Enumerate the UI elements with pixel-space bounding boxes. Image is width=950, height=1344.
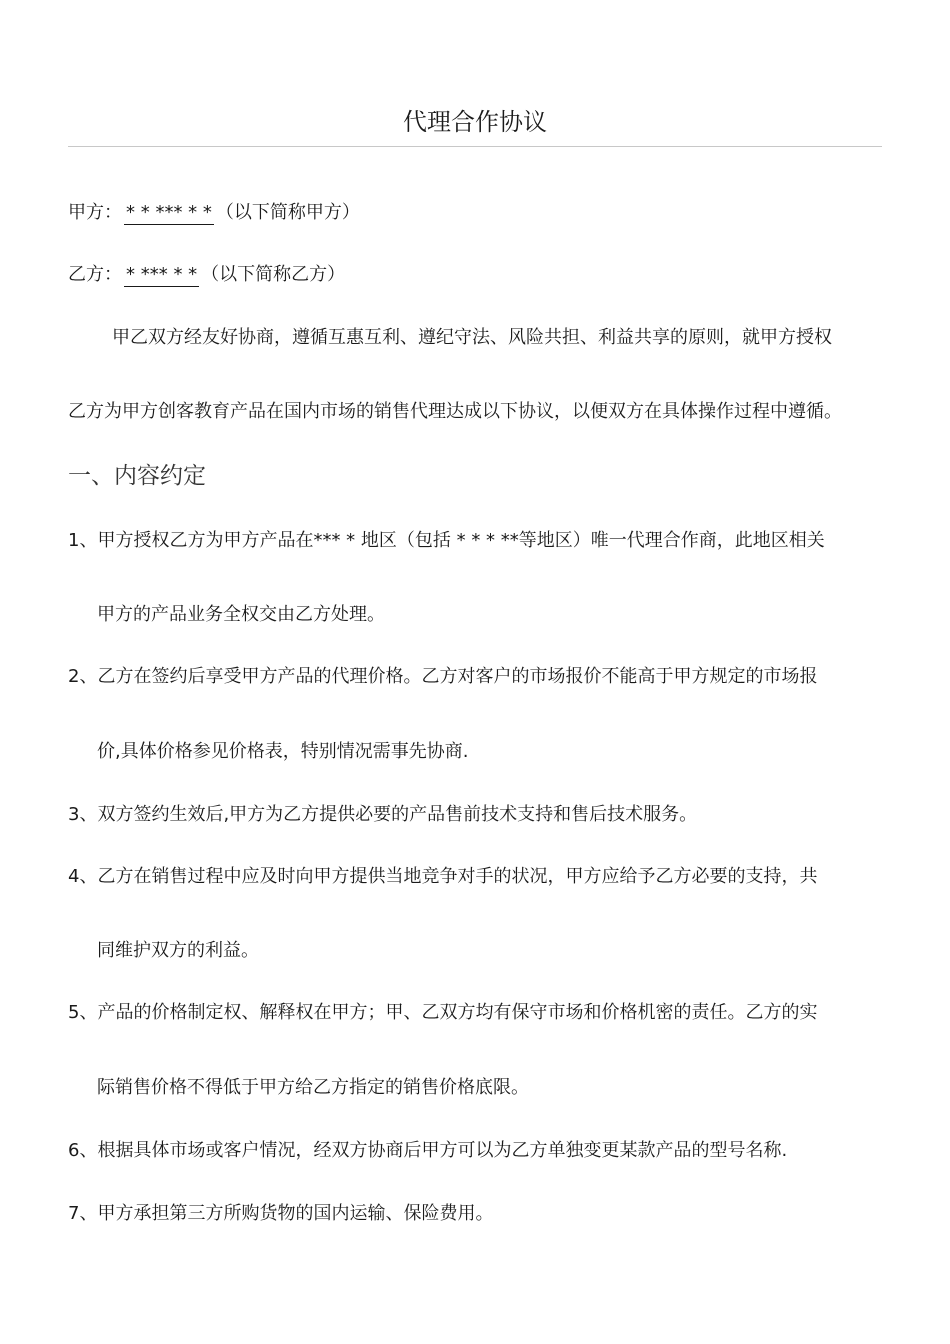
intro-line-2: 乙方为甲方创客教育产品在国内市场的销售代理达成以下协议，以便双方在具体操作过程中遵循。	[68, 401, 842, 422]
party-b-line	[68, 261, 345, 289]
clause-2-line-1: 2、乙方在签约后享受甲方产品的代理价格。乙方对客户的市场报价不能高于甲方规定的市场报	[68, 666, 818, 687]
clause-2-line-2: 价,具体价格参见价格表，特别情况需事先协商.	[97, 741, 469, 762]
clause-1-line-2: 甲方的产品业务全权交由乙方处理。	[97, 604, 385, 625]
clause-3-line-1: 3、双方签约生效后,甲方为乙方提供必要的产品售前技术支持和售后技术服务。	[68, 804, 698, 825]
party-a-name-blank: * * *** * *	[126, 202, 212, 223]
document-title: 代理合作协议	[403, 108, 547, 136]
party-a-label: 甲方：	[68, 202, 122, 223]
clause-5-line-2: 际销售价格不得低于甲方给乙方指定的销售价格底限。	[97, 1077, 529, 1098]
party-a-suffix: （以下简称甲方）	[215, 202, 360, 223]
party-b-suffix: （以下简称乙方）	[201, 264, 346, 285]
title-divider	[68, 146, 882, 147]
party-b-label: 乙方：	[68, 264, 122, 285]
intro-line-1: 甲乙双方经友好协商，遵循互惠互利、遵纪守法、风险共担、利益共享的原则，就甲方授权	[112, 327, 832, 348]
clause-5-line-1: 5、产品的价格制定权、解释权在甲方；甲、乙双方均有保守市场和价格机密的责任。乙方的实	[68, 1002, 818, 1023]
clause-4-line-1: 4、乙方在销售过程中应及时向甲方提供当地竞争对手的状况，甲方应给予乙方必要的支持，共	[68, 866, 818, 887]
clause-1-line-1: 1、甲方授权乙方为甲方产品在*** * 地区（包括 * * * **等地区）唯一代理合作商，此地区相关	[68, 530, 825, 551]
section-heading: 一、内容约定	[68, 463, 206, 489]
clause-6-line-1: 6、根据具体市场或客户情况，经双方协商后甲方可以为乙方单独变更某款产品的型号名称.	[68, 1140, 788, 1161]
party-a-line	[68, 199, 360, 227]
clause-4-line-2: 同维护双方的利益。	[97, 940, 259, 961]
clause-7-line-1: 7、甲方承担第三方所购货物的国内运输、保险费用。	[68, 1203, 494, 1224]
party-b-name-blank: * *** * *	[126, 264, 198, 285]
